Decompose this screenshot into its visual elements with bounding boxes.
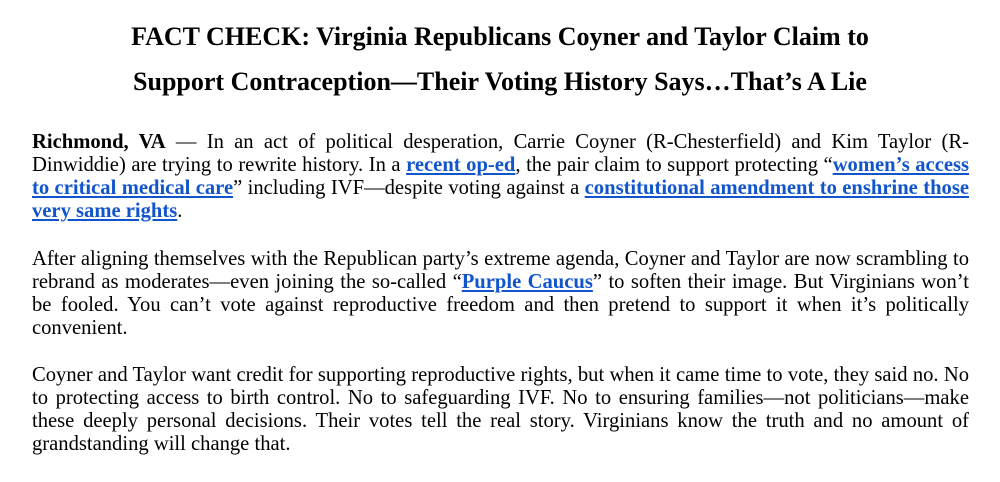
constitutional-amendment-link[interactable]: constitutional amendment to enshrine those very same rights: [32, 177, 969, 222]
paragraph-3: Coyner and Taylor want credit for supporting reproductive rights, but when it came time to vote, they said no. No to protecting access to birth control. No to safeguarding IVF. No to ensuring families—not politicians—make these deeply personal decisions. Their votes tell the real story. Virginians know the truth and no amount of grandstanding will change that.: [32, 364, 969, 455]
paragraph-2-text-b: ” to soften their image. But Virginians won’t be fooled. You can’t vote against reproductive freedom and then pretend to support it when it’s politically convenient.: [32, 271, 969, 339]
recent-op-ed-link[interactable]: recent op-ed: [406, 154, 516, 176]
headline: [30, 14, 970, 104]
headline-line-2: Support Contraception—Their Voting History Says…That’s A Lie: [133, 67, 867, 96]
paragraph-1-text-d: .: [177, 200, 183, 222]
headline-line-1: FACT CHECK: Virginia Republicans Coyner and Taylor Claim to: [131, 22, 869, 51]
paragraph-1-text-c: ” including IVF—despite voting against a: [233, 177, 585, 199]
paragraph-1-text-b: , the pair claim to support protecting “: [515, 154, 833, 176]
paragraph-1: [32, 131, 969, 223]
dateline: Richmond, VA: [32, 131, 166, 153]
womens-access-link[interactable]: women’s access to critical medical care: [32, 154, 970, 199]
paragraph-2: [32, 248, 969, 340]
paragraph-1-text-a: — In an act of political desperation, Carrie Coyner (R-Chesterfield) and Kim Taylor (R-Dinwiddie) are trying to rewrite history. In a: [32, 131, 969, 176]
purple-caucus-link[interactable]: Purple Caucus: [461, 271, 593, 293]
paragraph-2-text-a: After aligning themselves with the Republican party’s extreme agenda, Coyner and Taylor are now scrambling to rebrand as moderates—even joining the so-called “: [32, 248, 969, 293]
